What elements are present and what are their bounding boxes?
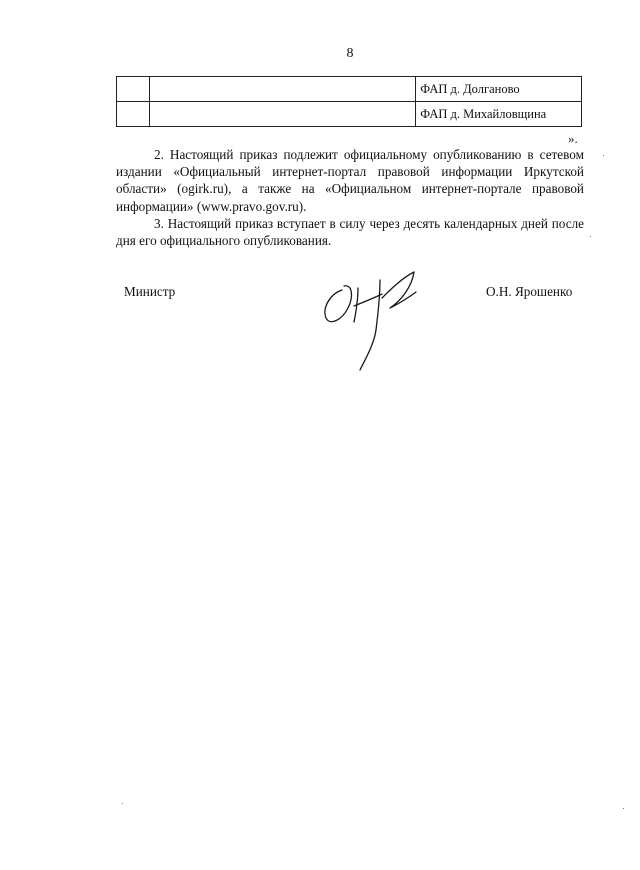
page-number: 8 (346, 46, 354, 61)
table-cell (117, 77, 150, 102)
clause-2: 2. Настоящий приказ подлежит официальному опубликованию в сетевом издании «Официальный интернет-портал правовой информации Иркутской области» (ogirk.ru), а также на «Официальном интернет-портале правовой информации» (www.pravo.gov.ru). (116, 147, 584, 214)
signer-role: Министр (124, 284, 176, 299)
scan-speck (590, 236, 591, 237)
handwritten-signature (318, 268, 434, 374)
table-cell (117, 102, 150, 127)
closing-quote: ». (568, 131, 578, 146)
table-row (117, 102, 582, 127)
table-row (117, 77, 582, 102)
scan-speck (623, 808, 624, 809)
signer-name: О.Н. Ярошенко (486, 284, 573, 299)
scan-speck (122, 803, 123, 804)
table-cell: ФАП д. Долганово (416, 77, 582, 102)
table-cell (149, 77, 416, 102)
table-cell (149, 102, 416, 127)
fap-table (116, 76, 582, 127)
clause-3: 3. Настоящий приказ вступает в силу через десять календарных дней после дня его официального опубликования. (116, 215, 584, 249)
clauses (116, 146, 584, 249)
table-cell: ФАП д. Михайловщина (416, 102, 582, 127)
scan-speck (603, 155, 604, 156)
